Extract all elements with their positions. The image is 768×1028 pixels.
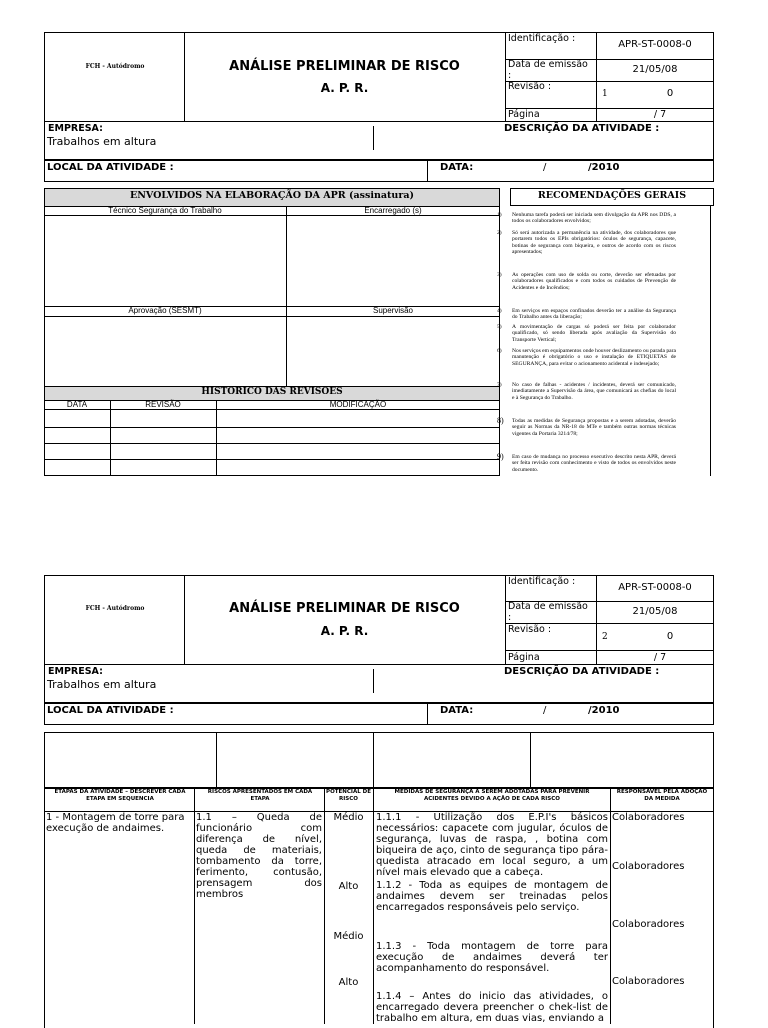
encarregado-label: Encarregado (s) (364, 206, 422, 215)
reco-num: 9) (497, 452, 504, 461)
date-label: Data de emissão : (508, 601, 588, 623)
responsavel-4: Colaboradores (612, 976, 685, 987)
reco-item: Nenhuma tarefa poderá ser iniciada sem divulgação da APR nos DDS, a todos os colaboradores envolvidos; (512, 212, 676, 225)
reco-num: 1) (497, 212, 502, 218)
aprovacao-label: Aprovação (SESMT) (128, 306, 202, 315)
page-number: 1 (602, 89, 608, 99)
blank-row (44, 732, 714, 788)
empresa-label: EMPRESA: (48, 123, 103, 134)
reco-num: 8) (497, 416, 504, 425)
ident-label: Identificação : (508, 33, 576, 44)
col-header-etapas: ETAPAS DA ATIVIDADE – DESCREVER CADA ETAPA EM SEQUENCIA (54, 789, 186, 802)
reco-num: 6) (497, 348, 502, 354)
date-value: 21/05/08 (632, 606, 678, 617)
hist-col-modificacao: MODIFICAÇÃO (329, 400, 387, 409)
page-label: Página (508, 109, 540, 120)
ident-label: Identificação : (508, 576, 576, 587)
reco-list (497, 212, 681, 482)
data-label: DATA: (440, 162, 474, 173)
etapa-cell: 1 - Montagem de torre para execução de andaimes. (46, 812, 185, 834)
reco-num: 4) (497, 308, 502, 314)
doc-subtitle: A. P. R. (320, 624, 369, 638)
col-header-riscos: RISCOS APRESENTADOS EM CADA ETAPA (207, 789, 313, 802)
envolvidos-title: ENVOLVIDOS NA ELABORAÇÃO DA APR (assinatura) (130, 190, 414, 201)
rev-value: 0 (666, 88, 674, 99)
page-number: 2 (602, 632, 608, 642)
medida-1: 1.1.1 - Utilização dos E.P.I's básicos necessários: capacete com jugular, óculos de segurança, luvas de raspa, , botina com biqueira de aço, cinto de segurança tipo pára-quedista atracado em local seguro, a um nível mais elevado que a cabeça. (376, 812, 608, 878)
col-header-medidas: MEDIDAS DE SEGURANÇA A SEREM ADOTADAS PARA PREVENIR ACIDENTES DEVIDO A AÇÃO DE CADA RISCO (394, 789, 590, 802)
date-label: Data de emissão : (508, 59, 588, 81)
data-year: /2010 (588, 705, 620, 716)
descricao-label: DESCRIÇÃO DA ATIVIDADE : (504, 123, 660, 134)
page-label: Página (508, 652, 540, 663)
medida-3: 1.1.3 - Toda montagem de torre para execução de andaimes deverá ter acompanhamento do responsável. (376, 941, 608, 974)
ident-value: APR-ST-0008-0 (618, 39, 692, 50)
medida-2: 1.1.2 - Toda as equipes de montagem de andaimes devem ser treinadas pelos encarregados responsáveis pelo serviço. (376, 880, 608, 913)
potencial-4: Alto (338, 977, 359, 988)
reco-item: As operações com uso de solda ou corte, deverão ser efetuadas por colaboradores qualificados e com todos os cuidados de Prevenção de Acidentes e de Incêndios; (512, 272, 676, 291)
reco-item: A movimentação de cargas só poderá ser feita por colaborador qualificado, só sendo liberada após avaliação da Supervisão do Transporte Vertical; (512, 324, 676, 343)
rev-label: Revisão : (508, 624, 552, 635)
hist-col-data: DATA (66, 400, 88, 409)
hist-col-revisao: REVISÃO (145, 400, 181, 409)
page-value: / 7 (653, 652, 667, 663)
data-slash: / (543, 162, 547, 173)
reco-num: 5) (497, 324, 502, 330)
reco-num: 3) (497, 272, 502, 278)
envolvidos-table (44, 188, 500, 476)
responsavel-2: Colaboradores (612, 861, 685, 872)
responsavel-1: Colaboradores (612, 812, 685, 823)
data-label: DATA: (440, 705, 474, 716)
potencial-2: Alto (338, 881, 359, 892)
reco-item: Em caso de mudança no processo executivo descrito nesta APR, deverá ser feita revisão com conhecimento e visto de todos os envolvidos neste documento. (512, 454, 676, 473)
potencial-3: Médio (333, 931, 364, 942)
local-label: LOCAL DA ATIVIDADE : (47, 162, 174, 173)
reco-title: RECOMENDAÇÕES GERAIS (537, 190, 687, 201)
data-slash: / (543, 705, 547, 716)
riscos-cell: 1.1 – Queda de funcionário com diferença de nível, queda de materiais, tombamento da torre, ferimento, contusão, prensagem dos membros (196, 812, 322, 900)
tecnico-label: Técnico Segurança do Trabalho (108, 206, 222, 215)
date-value: 21/05/08 (632, 64, 678, 75)
historico-title: HISTORICO DAS REVISOES (201, 387, 343, 397)
company-logo: FCH - Autódromo (85, 63, 145, 70)
col-header-potencial: POTENCIAL DE RISCO (326, 789, 371, 802)
reco-item: No caso de falhas - acidentes / incidentes, deverá ser comunicado, imediatamente a Supervisão da área, que comunicará as chefias do local e à Segurança do Trabalho. (512, 382, 676, 401)
responsavel-3: Colaboradores (612, 919, 685, 930)
potencial-1: Médio (333, 812, 364, 823)
reco-num: 7) (497, 382, 502, 388)
doc-title: ANÁLISE PRELIMINAR DE RISCO (229, 601, 460, 616)
doc-subtitle: A. P. R. (320, 81, 369, 95)
empresa-label: EMPRESA: (48, 666, 103, 677)
empresa-value: Trabalhos em altura (47, 135, 157, 148)
page-value: / 7 (653, 109, 667, 120)
company-logo: FCH - Autódromo (85, 605, 145, 612)
rev-label: Revisão : (508, 81, 552, 92)
reco-item: Em serviços em espaços confinados deverão ter a análise da Segurança do Trabalho antes da liberação; (512, 308, 676, 321)
ident-value: APR-ST-0008-0 (618, 582, 692, 593)
descricao-label: DESCRIÇÃO DA ATIVIDADE : (504, 666, 660, 677)
reco-item: Todas as medidas de Segurança propostas e a serem adotadas, deverão seguir as Normas da NR-18 do MTe e também outras normas técnicas vigentes da Portaria 3214/78; (512, 418, 676, 437)
local-label: LOCAL DA ATIVIDADE : (47, 705, 174, 716)
data-year: /2010 (588, 162, 620, 173)
doc-title: ANÁLISE PRELIMINAR DE RISCO (229, 59, 460, 74)
supervisao-label: Supervisão (372, 306, 414, 315)
empresa-value: Trabalhos em altura (47, 678, 157, 691)
rev-value: 0 (666, 631, 674, 642)
reco-num: 2) (497, 230, 502, 236)
reco-item: Só será autorizada a permanência na atividade, dos colaboradores que portarem todos os EPIs obrigatórios: óculos de segurança, capacete, botinas de segurança com biqueira, e outros de acordo com os riscos apresentados; (512, 230, 676, 255)
medida-4: 1.1.4 – Antes do inicio das atividades, o encarregado devera preencher o chek-list de trabalho em altura, em duas vias, enviando a (376, 991, 608, 1024)
reco-item: Nos serviços em equipamentos onde houver deslizamento ou parada para manutenção é obrigatório o uso e instalação de ETIQUETAS de SEGURANÇA, para evitar o acionamento acidental e indesejado; (512, 348, 676, 367)
col-header-responsavel: RESPONSAVEL PELA ADOÇÃO DA MEDIDA (616, 789, 708, 802)
